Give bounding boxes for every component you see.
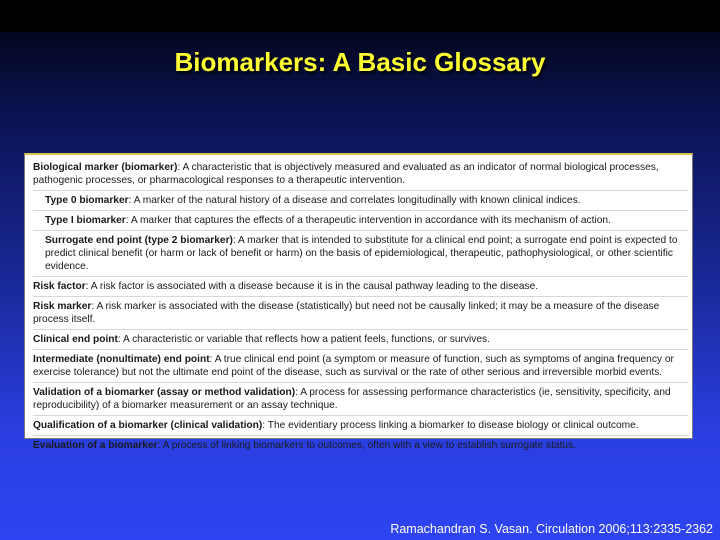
- glossary-term: Risk factor: [33, 281, 86, 292]
- glossary-entry: [33, 416, 688, 436]
- glossary-definition: : The evidentiary process linking a biomarker to disease biology or clinical outcome.: [262, 420, 639, 431]
- glossary-term: Validation of a biomarker (assay or method validation): [33, 387, 296, 398]
- glossary-entry: [33, 350, 688, 383]
- glossary-term: Surrogate end point (type 2 biomarker): [45, 235, 233, 246]
- glossary-entry: [33, 297, 688, 330]
- glossary-term: Clinical end point: [33, 334, 118, 345]
- glossary-definition: : A characteristic that is objectively measured and evaluated as an indicator of normal biological processes, pathogenic processes, or pharmacological responses to a therapeutic intervention.: [33, 162, 659, 186]
- glossary-definition: : A risk factor is associated with a disease because it is in the causal pathway leading to the disease.: [85, 281, 539, 292]
- glossary-entry: [33, 383, 688, 416]
- citation: Ramachandran S. Vasan. Circulation 2006;113:2335-2362: [390, 522, 713, 536]
- glossary-definition: : A characteristic or variable that reflects how a patient feels, functions, or survives.: [117, 334, 490, 345]
- glossary-table: [24, 153, 693, 451]
- glossary-definition: : A marker that is intended to substitute for a clinical end point; a surrogate end point is expected to predict clinical benefit (or harm or lack of benefit or harm) on the basis of epidemiological, therapeutic, pathophysiological, or other scientific evidence.: [45, 235, 678, 272]
- glossary-definition: : A risk marker is associated with the disease (statistically) but need not be causally linked; it may be a measure of the disease process itself.: [33, 301, 660, 325]
- glossary-entry: [33, 158, 688, 191]
- glossary-definition: : A marker that captures the effects of a therapeutic intervention in accordance with its mechanism of action.: [125, 215, 611, 226]
- glossary-term: Qualification of a biomarker (clinical validation): [33, 420, 263, 431]
- glossary-entry: [33, 330, 688, 350]
- glossary-term: Intermediate (nonultimate) end point: [33, 354, 210, 365]
- glossary-term: Risk marker: [33, 301, 92, 312]
- glossary-entry: [33, 277, 688, 297]
- glossary-entry: [33, 231, 688, 277]
- glossary-term: Evaluation of a biomarker: [33, 440, 158, 451]
- glossary-definition: : A marker of the natural history of a disease and correlates longitudinally with known clinical indices.: [128, 195, 581, 206]
- glossary-term: Type I biomarker: [45, 215, 126, 226]
- glossary-term: Biological marker (biomarker): [33, 162, 178, 173]
- glossary-entry: [33, 436, 688, 455]
- slide-title: Biomarkers: A Basic Glossary: [174, 47, 546, 77]
- glossary-term: Type 0 biomarker: [45, 195, 129, 206]
- glossary-definition: : A true clinical end point (a symptom or measure of function, such as symptoms of angina frequency or exercise tolerance) but not the ultimate end point of the disease, such as survival or the rate of other serious and irreversible morbid events.: [33, 354, 674, 378]
- glossary-definition: : A process of linking biomarkers to outcomes, often with a view to establish surrogate status.: [157, 440, 577, 451]
- glossary-entry: [33, 211, 688, 231]
- glossary-definition: : A process for assessing performance characteristics (ie, sensitivity, specificity, and reproducibility) of a biomarker measurement or an assay technique.: [33, 387, 671, 411]
- glossary-entry: [33, 191, 688, 211]
- top-band: [0, 0, 720, 32]
